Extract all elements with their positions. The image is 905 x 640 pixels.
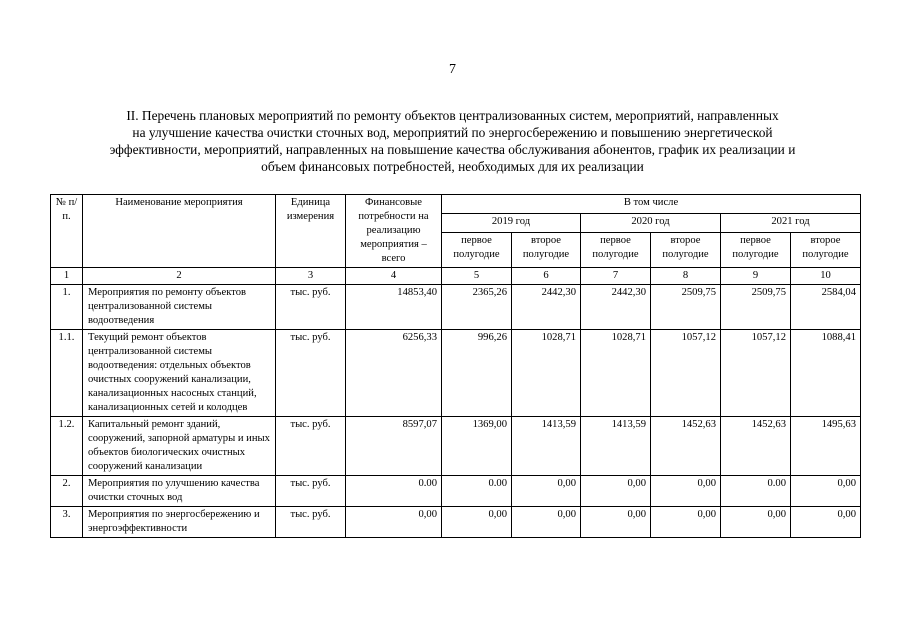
row-value: 0,00 bbox=[442, 507, 512, 538]
row-value: 0,00 bbox=[791, 476, 861, 507]
heading-line: II. Перечень плановых мероприятий по ремонту объектов централизованных систем, мероприятий, направленных bbox=[126, 108, 779, 123]
row-value: 0,00 bbox=[651, 507, 721, 538]
column-number: 3 bbox=[276, 268, 346, 285]
table-row bbox=[51, 330, 861, 417]
column-number: 8 bbox=[651, 268, 721, 285]
header-half: первое полугодие bbox=[721, 233, 791, 268]
row-value: 1413,59 bbox=[512, 417, 581, 476]
header-including: В том числе bbox=[442, 195, 861, 214]
page-number: 7 bbox=[449, 62, 456, 77]
row-name: Мероприятия по улучшению качества очистки сточных вод bbox=[83, 476, 276, 507]
row-value: 0,00 bbox=[581, 476, 651, 507]
row-num: 2. bbox=[51, 476, 83, 507]
row-value: 0.00 bbox=[442, 476, 512, 507]
row-value: 2442,30 bbox=[581, 285, 651, 330]
heading-line: объем финансовых потребностей, необходимых для их реализации bbox=[261, 159, 644, 174]
row-value: 2509,75 bbox=[651, 285, 721, 330]
table-row bbox=[51, 476, 861, 507]
row-value: 0,00 bbox=[651, 476, 721, 507]
header-half: второе полугодие bbox=[651, 233, 721, 268]
row-value: 1057,12 bbox=[721, 330, 791, 417]
row-total: 0,00 bbox=[346, 507, 442, 538]
row-num: 3. bbox=[51, 507, 83, 538]
row-unit: тыс. руб. bbox=[276, 476, 346, 507]
row-value: 0,00 bbox=[721, 507, 791, 538]
column-number: 4 bbox=[346, 268, 442, 285]
row-value: 2509,75 bbox=[721, 285, 791, 330]
header-year: 2020 год bbox=[581, 214, 721, 233]
row-value: 0,00 bbox=[791, 507, 861, 538]
header-half: первое полугодие bbox=[581, 233, 651, 268]
heading-line: эффективности, мероприятий, направленных на повышение качества обслуживания абонентов, график их реализации и bbox=[109, 142, 796, 157]
row-value: 2442,30 bbox=[512, 285, 581, 330]
row-value: 0,00 bbox=[512, 476, 581, 507]
row-value: 2365,26 bbox=[442, 285, 512, 330]
header-year: 2019 год bbox=[442, 214, 581, 233]
row-unit: тыс. руб. bbox=[276, 417, 346, 476]
header-name: Наименование мероприятия bbox=[83, 195, 276, 268]
column-number: 6 bbox=[512, 268, 581, 285]
row-value: 2584,04 bbox=[791, 285, 861, 330]
column-number: 9 bbox=[721, 268, 791, 285]
row-total: 8597,07 bbox=[346, 417, 442, 476]
row-name: Мероприятия по энергосбережению и энергоэффективности bbox=[83, 507, 276, 538]
row-value: 1088,41 bbox=[791, 330, 861, 417]
row-value: 0,00 bbox=[581, 507, 651, 538]
row-num: 1.1. bbox=[51, 330, 83, 417]
column-number: 7 bbox=[581, 268, 651, 285]
row-name: Мероприятия по ремонту объектов централизованной системы водоотведения bbox=[83, 285, 276, 330]
row-value: 996,26 bbox=[442, 330, 512, 417]
row-unit: тыс. руб. bbox=[276, 285, 346, 330]
row-unit: тыс. руб. bbox=[276, 507, 346, 538]
header-half: первое полугодие bbox=[442, 233, 512, 268]
row-value: 1413,59 bbox=[581, 417, 651, 476]
header-half: второе полугодие bbox=[791, 233, 861, 268]
row-total: 14853,40 bbox=[346, 285, 442, 330]
table-row bbox=[51, 507, 861, 538]
row-value: 0,00 bbox=[512, 507, 581, 538]
row-num: 1.2. bbox=[51, 417, 83, 476]
heading-line: на улучшение качества очистки сточных вод, мероприятий по энергосбережению и повышению энергетической bbox=[132, 125, 773, 140]
row-name: Капитальный ремонт зданий, сооружений, запорной арматуры и иных объектов биологических очистных сооружений канализации bbox=[83, 417, 276, 476]
row-total: 0.00 bbox=[346, 476, 442, 507]
table-row bbox=[51, 285, 861, 330]
column-number: 10 bbox=[791, 268, 861, 285]
table-row bbox=[51, 417, 861, 476]
row-value: 1369,00 bbox=[442, 417, 512, 476]
row-value: 1452,63 bbox=[721, 417, 791, 476]
activities-table bbox=[50, 194, 861, 538]
row-num: 1. bbox=[51, 285, 83, 330]
header-num: № п/п. bbox=[51, 195, 83, 268]
row-value: 1495,63 bbox=[791, 417, 861, 476]
row-name: Текущий ремонт объектов централизованной системы водоотведения: отдельных объектов очистных сооружений канализации, канализационных насосных станций, канализационных сетей и колодцев bbox=[83, 330, 276, 417]
row-value: 1452,63 bbox=[651, 417, 721, 476]
header-finance: Финансовые потребности на реализацию мероприятия – всего bbox=[346, 195, 442, 268]
row-value: 1028,71 bbox=[512, 330, 581, 417]
row-value: 0.00 bbox=[721, 476, 791, 507]
header-unit: Единица измерения bbox=[276, 195, 346, 268]
column-number: 5 bbox=[442, 268, 512, 285]
column-number: 2 bbox=[83, 268, 276, 285]
header-half: второе полугодие bbox=[512, 233, 581, 268]
column-number-row bbox=[51, 268, 861, 285]
row-value: 1028,71 bbox=[581, 330, 651, 417]
row-total: 6256,33 bbox=[346, 330, 442, 417]
row-value: 1057,12 bbox=[651, 330, 721, 417]
section-heading bbox=[40, 107, 865, 175]
header-year: 2021 год bbox=[721, 214, 861, 233]
row-unit: тыс. руб. bbox=[276, 330, 346, 417]
column-number: 1 bbox=[51, 268, 83, 285]
